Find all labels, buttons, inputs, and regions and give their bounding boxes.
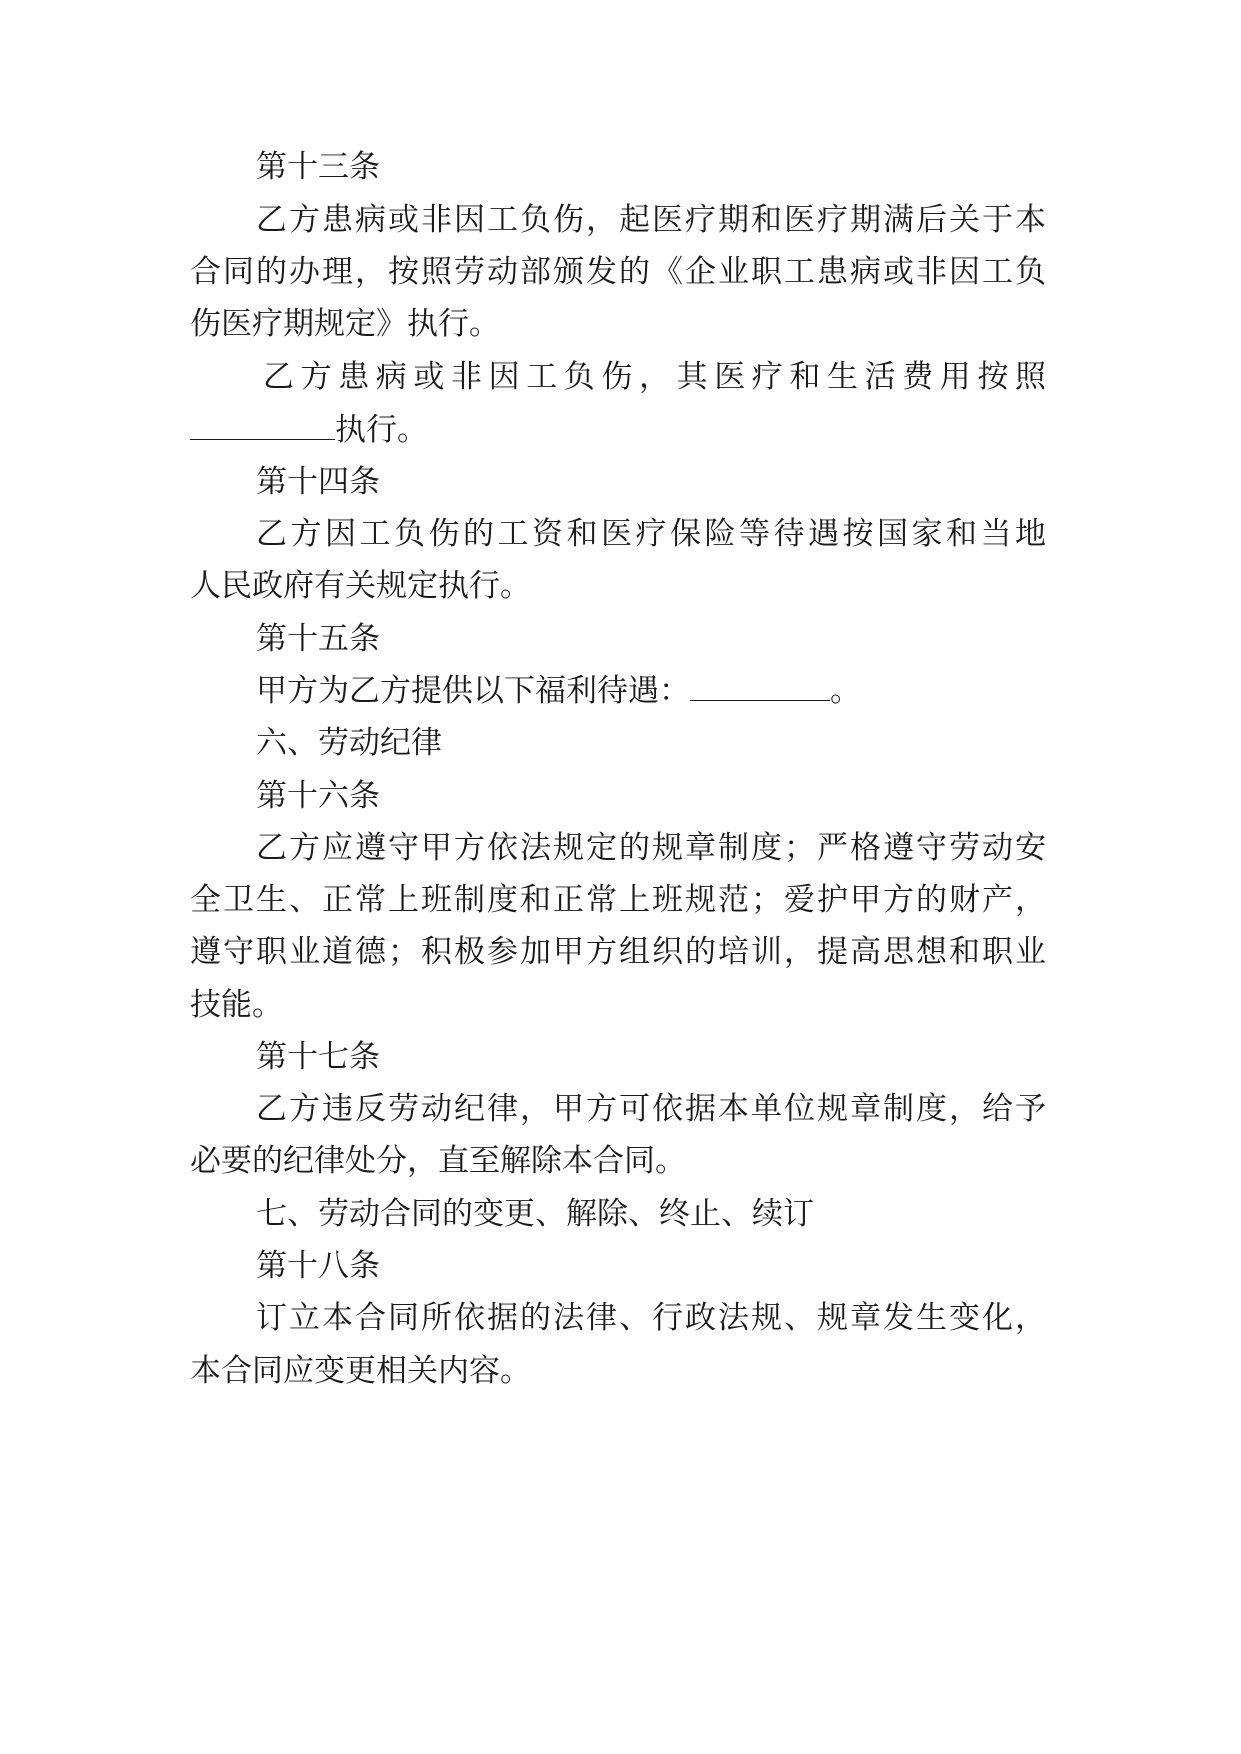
article-14-paragraph-1-line-1: 乙方因工负伤的工资和医疗保险等待遇按国家和当地 [256, 516, 1046, 552]
article-13-paragraph-1-line-2: 合同的办理，按照劳动部颁发的《企业职工患病或非因工负 [190, 254, 1046, 290]
article-13-paragraph-1-line-1: 乙方患病或非因工负伤，起医疗期和医疗期满后关于本 [256, 202, 1046, 238]
article-13-paragraph-2-line-2 [190, 410, 428, 450]
section-7-heading: 七、劳动合同的变更、解除、终止、续订 [256, 1196, 814, 1232]
article-17-paragraph-1-line-1: 乙方违反劳动纪律，甲方可依据本单位规章制度，给予 [256, 1091, 1046, 1127]
article-15-paragraph-1-tail: 。 [830, 673, 861, 709]
fill-in-blank [690, 672, 830, 701]
article-16-paragraph-1-line-1: 乙方应遵守甲方依法规定的规章制度；严格遵守劳动安 [256, 830, 1046, 866]
article-13-heading: 第十三条 [256, 149, 380, 185]
article-18-paragraph-1-line-1: 订立本合同所依据的法律、行政法规、规章发生变化， [256, 1300, 1046, 1336]
article-18-paragraph-1-line-2: 本合同应变更相关内容。 [190, 1353, 531, 1389]
article-13-paragraph-2-line-2-tail: 执行。 [335, 412, 428, 448]
article-15-paragraph-1 [256, 671, 861, 711]
article-13-paragraph-2-line-1: 乙方患病或非因工负伤，其医疗和生活费用按照 [263, 359, 1046, 395]
article-15-heading: 第十五条 [256, 621, 380, 657]
article-16-paragraph-1-line-3: 遵守职业道德；积极参加甲方组织的培训，提高思想和职业 [190, 934, 1046, 970]
article-15-paragraph-1-head: 甲方为乙方提供以下福利待遇： [256, 673, 690, 709]
section-6-heading: 六、劳动纪律 [256, 725, 442, 761]
article-18-heading: 第十八条 [256, 1248, 380, 1284]
article-16-paragraph-1-line-2: 全卫生、正常上班制度和正常上班规范；爱护甲方的财产， [190, 882, 1046, 918]
article-16-heading: 第十六条 [256, 778, 380, 814]
article-17-heading: 第十七条 [256, 1039, 380, 1075]
article-16-paragraph-1-line-4: 技能。 [190, 987, 283, 1023]
article-17-paragraph-1-line-2: 必要的纪律处分，直至解除本合同。 [190, 1143, 686, 1179]
article-13-paragraph-1-line-3: 伤医疗期规定》执行。 [190, 306, 500, 342]
fill-in-blank [190, 411, 335, 440]
article-14-paragraph-1-line-2: 人民政府有关规定执行。 [190, 568, 531, 604]
article-14-heading: 第十四条 [256, 464, 380, 500]
